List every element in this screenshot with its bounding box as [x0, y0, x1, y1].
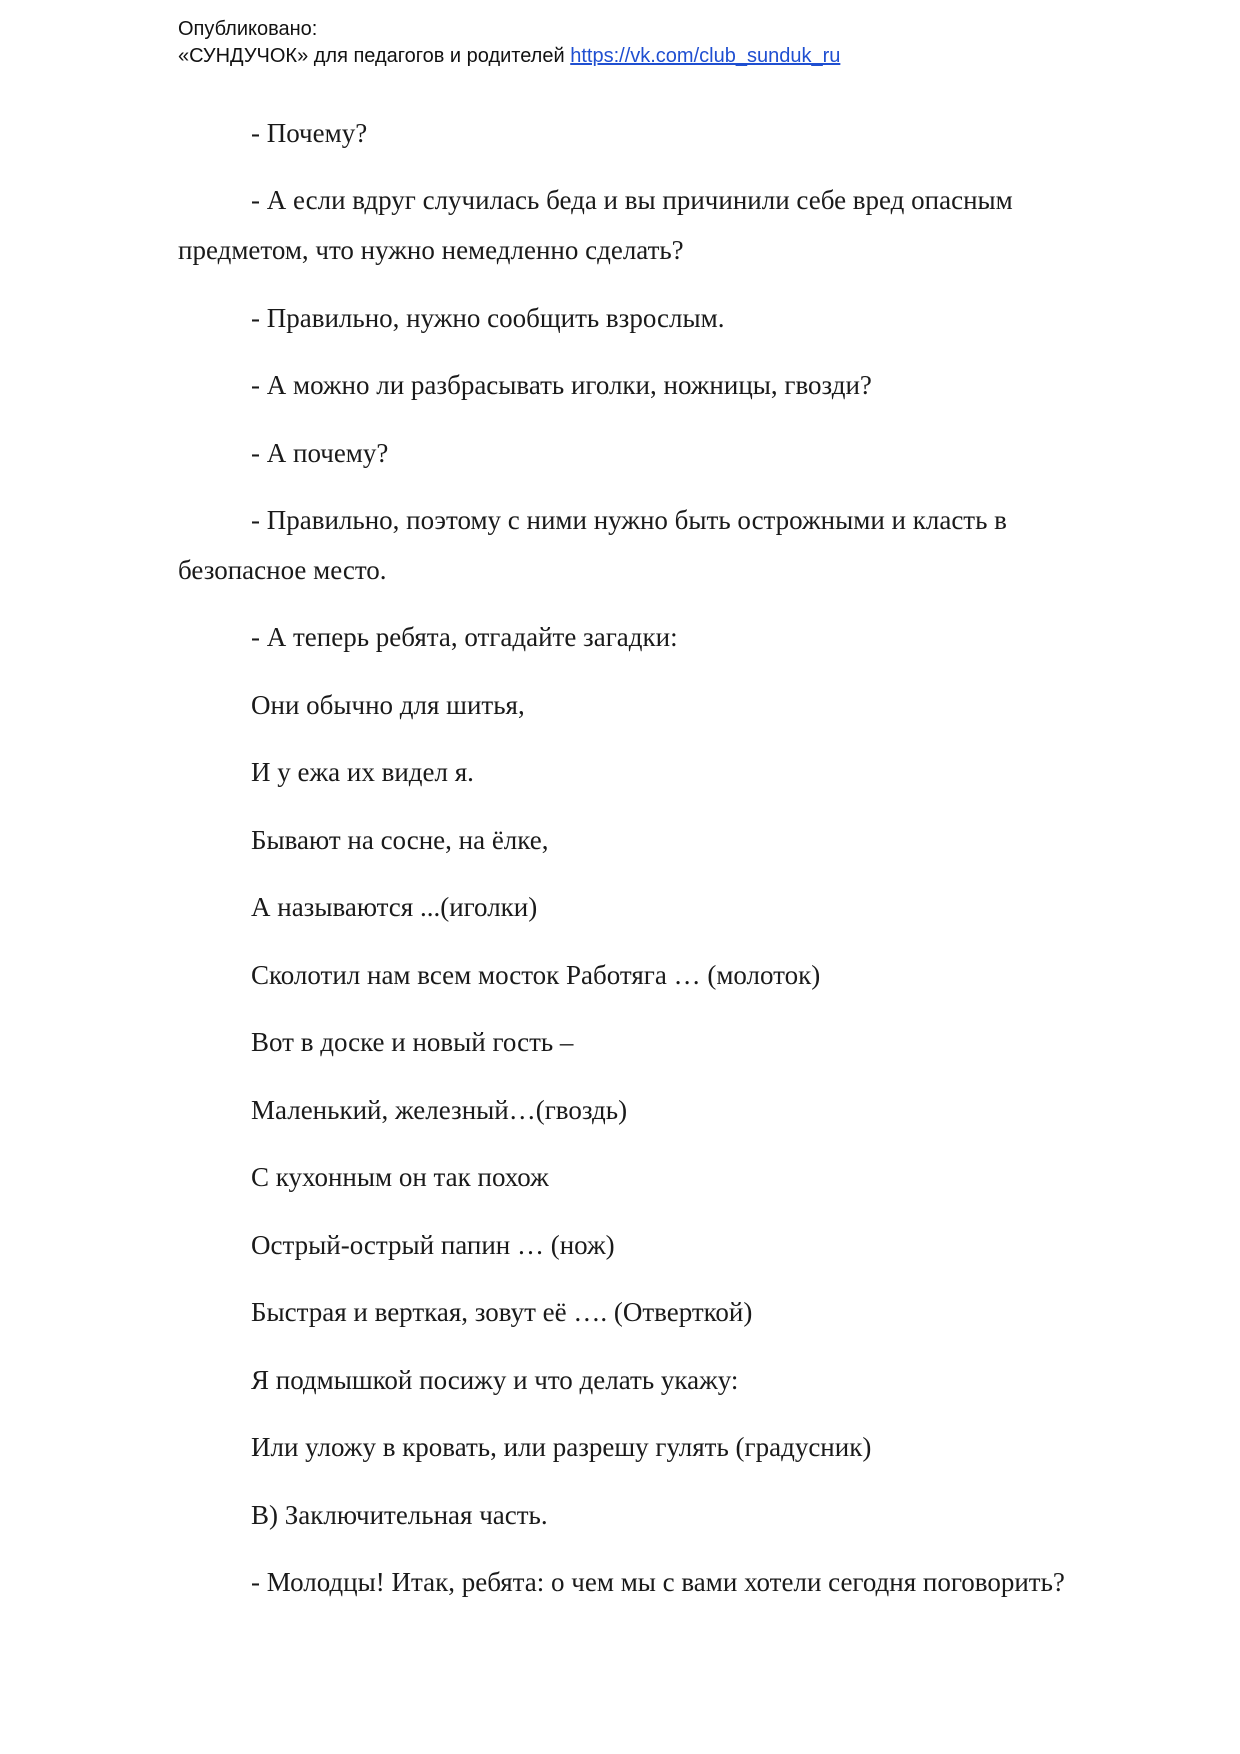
riddle-screwdriver: Быстрая и верткая, зовут её …. (Отверткой)	[251, 1297, 753, 1327]
riddle-hammer: Сколотил нам всем мосток Работяга … (молоток)	[251, 960, 821, 990]
section-heading-conclusion: В) Заключительная часть.	[251, 1500, 548, 1530]
riddle-knife-line1: С кухонным он так похож	[251, 1162, 549, 1192]
site-name: «СУНДУЧОК» для педагогов и родителей	[178, 45, 565, 67]
paragraph-accident-question: - А если вдруг случилась беда и вы причинили себе вред опасным	[251, 185, 1013, 215]
riddle-knife-line2: Острый-острый папин … (нож)	[251, 1230, 615, 1260]
riddle-needles-line4: А называются ...(иголки)	[251, 892, 538, 922]
publication-header	[178, 16, 840, 70]
paragraph-why: - А почему?	[251, 438, 389, 468]
published-label: Опубликовано:	[178, 18, 318, 40]
riddle-needles-line2: И у ежа их видел я.	[251, 757, 474, 787]
riddle-thermometer-line2: Или уложу в кровать, или разрешу гулять (градусник)	[251, 1432, 872, 1462]
riddle-nail-line2: Маленький, железный…(гвоздь)	[251, 1095, 628, 1125]
paragraph-scatter-question: - А можно ли разбрасывать иголки, ножницы, гвозди?	[251, 370, 872, 400]
paragraph-riddles-intro: - А теперь ребята, отгадайте загадки:	[251, 622, 678, 652]
riddle-thermometer-line1: Я подмышкой посижу и что делать укажу:	[251, 1365, 739, 1395]
paragraph-question-why: - Почему?	[251, 118, 368, 148]
paragraph-be-careful-cont: безопасное место.	[178, 555, 387, 585]
paragraph-final-question: - Молодцы! Итак, ребята: о чем мы с вами хотели сегодня поговорить?	[251, 1567, 1065, 1597]
paragraph-tell-adults: - Правильно, нужно сообщить взрослым.	[251, 303, 725, 333]
site-line	[178, 43, 840, 70]
riddle-needles-line1: Они обычно для шитья,	[251, 690, 525, 720]
paragraph-accident-question-cont: предметом, что нужно немедленно сделать?	[178, 235, 684, 265]
paragraph-be-careful: - Правильно, поэтому с ними нужно быть острожными и класть в	[251, 505, 1007, 535]
vk-club-link[interactable]: https://vk.com/club_sunduk_ru	[570, 45, 841, 67]
riddle-nail-line1: Вот в доске и новый гость –	[251, 1027, 574, 1057]
riddle-needles-line3: Бывают на сосне, на ёлке,	[251, 825, 549, 855]
